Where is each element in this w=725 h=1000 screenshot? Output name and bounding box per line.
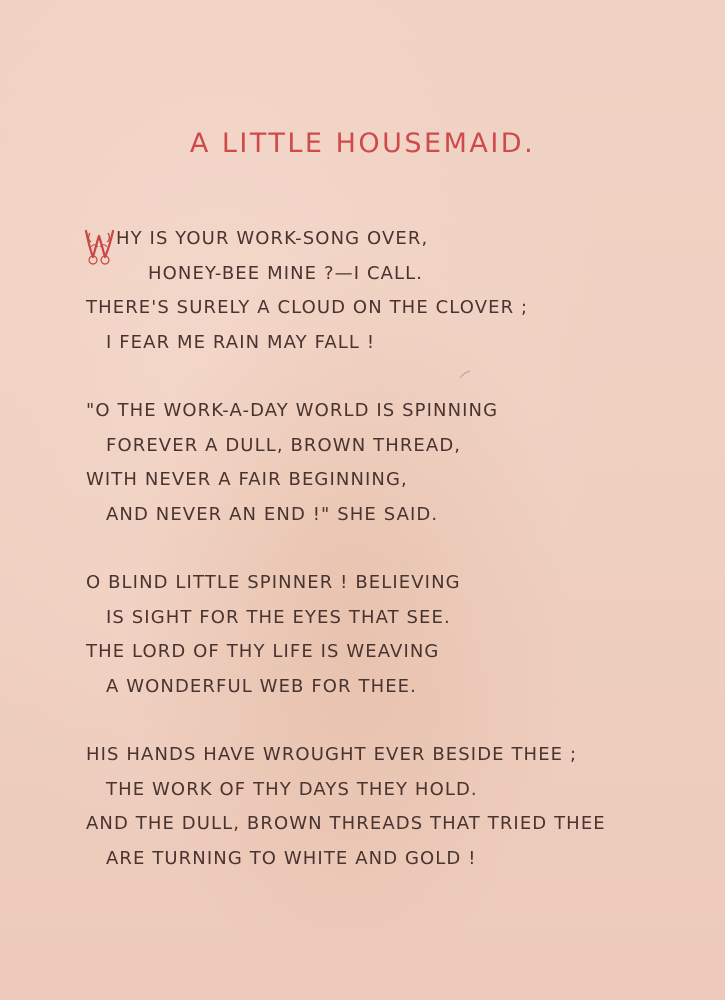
poem-line: "O THE WORK-A-DAY WORLD IS SPINNING [86, 400, 499, 421]
poem-body [86, 222, 646, 876]
stanza-2 [86, 394, 646, 532]
poem-line: FOREVER A DULL, BROWN THREAD, [106, 434, 462, 456]
paper-mark-icon [456, 366, 474, 384]
stanza-4 [86, 738, 646, 876]
poem-line: IS SIGHT FOR THE EYES THAT SEE. [106, 606, 451, 628]
stanza-gap [86, 704, 646, 738]
poem-line: THE LORD OF THY LIFE IS WEAVING [86, 641, 440, 662]
stanza-gap [86, 532, 646, 566]
poem-line: WITH NEVER A FAIR BEGINNING, [86, 469, 408, 490]
page-title: A LITTLE HOUSEMAID. [189, 128, 536, 159]
poem-line: ARE TURNING TO WHITE AND GOLD ! [106, 847, 477, 869]
stanza-gap [86, 360, 646, 394]
poem-line: A WONDERFUL WEB FOR THEE. [106, 675, 417, 697]
ornamental-drop-cap-icon [83, 226, 115, 266]
poem-line: AND NEVER AN END !" SHE SAID. [106, 503, 439, 525]
poem-line: HY IS YOUR WORK-SONG OVER, [116, 228, 429, 249]
poem-line: HONEY-BEE MINE ?—I CALL. [148, 262, 424, 284]
poem-line: HIS HANDS HAVE WROUGHT EVER BESIDE THEE ; [86, 744, 578, 765]
poem-line: THE WORK OF THY DAYS THEY HOLD. [106, 778, 478, 800]
poem-line: THERE'S SURELY A CLOUD ON THE CLOVER ; [86, 297, 529, 318]
poem-line: I FEAR ME RAIN MAY FALL ! [106, 331, 376, 353]
poem-line: O BLIND LITTLE SPINNER ! BELIEVING [86, 572, 461, 593]
stanza-3 [86, 566, 646, 704]
stanza-1 [86, 222, 646, 360]
poem-line: AND THE DULL, BROWN THREADS THAT TRIED THEE [86, 813, 606, 834]
